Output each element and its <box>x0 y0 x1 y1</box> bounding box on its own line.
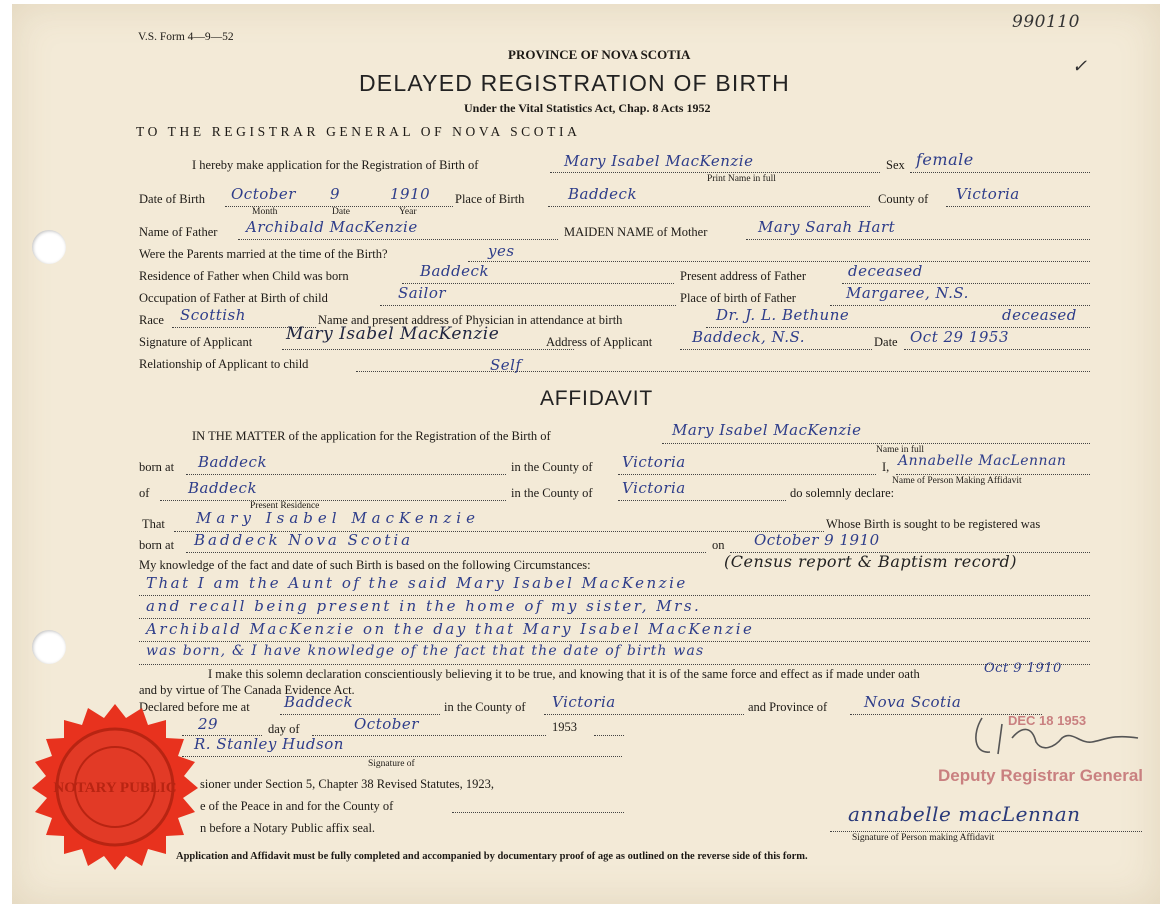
circumstance-3: Archibald MacKenzie on the day that Mary Isabel MacKenzie <box>146 620 755 638</box>
deponent-line <box>896 474 1090 475</box>
circumstance-4: was born, & I have knowledge of the fact that the date of birth was <box>146 643 705 659</box>
signature-of-label: Signature of <box>368 759 415 769</box>
place-line <box>548 206 870 207</box>
place-value: Baddeck <box>568 185 638 203</box>
dob-month-value: October <box>231 185 296 203</box>
matter-label: IN THE MATTER of the application for the Registration of the Birth of <box>192 429 551 443</box>
solemnly-label: do solemnly declare: <box>790 486 895 500</box>
born-at2-label: born at <box>139 538 175 552</box>
residence-county-line <box>618 500 786 501</box>
punch-hole <box>32 630 66 664</box>
of-label: of <box>139 486 150 500</box>
present-father-value: deceased <box>848 262 923 280</box>
form-sheet <box>12 4 1160 904</box>
physician-value: Dr. J. L. Bethune <box>716 306 850 324</box>
solemn-declaration-1: I make this solemn declaration conscientiously believing it to be true, and knowing that it is of the same force and effect as if made under oath <box>208 667 920 681</box>
year-line <box>594 735 624 736</box>
circumstance-line <box>139 595 1090 596</box>
declared-county-label: in the County of <box>444 700 526 714</box>
child-name-line <box>550 172 880 173</box>
applicant-address-line <box>680 349 872 350</box>
mother-label: MAIDEN NAME of Mother <box>564 225 708 239</box>
notary-seal <box>20 702 210 892</box>
sex-value: female <box>916 150 974 169</box>
married-line <box>468 261 1090 262</box>
applicant-address-label: Address of Applicant <box>546 335 653 349</box>
corner-number: 990110 <box>1012 12 1080 32</box>
corner-tick: ✓ <box>1072 56 1088 77</box>
born-at2-value: Baddeck Nova Scotia <box>194 531 414 549</box>
commissioner-line <box>182 756 622 757</box>
relationship-value: Self <box>490 356 522 374</box>
deponent-hint: Name of Person Making Affidavit <box>892 476 1022 486</box>
child-name-value: Mary Isabel MacKenzie <box>564 152 754 170</box>
father-birthplace-label: Place of birth of Father <box>680 291 796 305</box>
date-hint: Date <box>332 207 350 217</box>
that-name-value: Mary Isabel MacKenzie <box>196 509 480 527</box>
peace-clause: e of the Peace in and for the County of <box>200 799 394 813</box>
mother-value: Mary Sarah Hart <box>758 218 896 236</box>
matter-name-hint: Name in full <box>876 445 925 455</box>
physician-status-value: deceased <box>1002 306 1077 324</box>
registrar-signature-mark <box>962 704 1142 764</box>
month-value: October <box>354 715 419 733</box>
form-title: DELAYED REGISTRATION OF BIRTH <box>359 70 790 96</box>
county-value: Victoria <box>956 185 1020 203</box>
mother-line <box>746 239 1090 240</box>
circumstance-line <box>139 664 1090 665</box>
physician-label: Name and present address of Physician in attendance at birth <box>318 313 623 327</box>
province-heading: PROVINCE OF NOVA SCOTIA <box>508 47 691 62</box>
relationship-line <box>356 371 1090 372</box>
born-at-label: born at <box>139 460 175 474</box>
residence-county-value: Victoria <box>622 479 686 497</box>
circumstance-1: That I am the Aunt of the said Mary Isabel MacKenzie <box>146 574 688 592</box>
race-label: Race <box>139 313 164 327</box>
dob-label: Date of Birth <box>139 192 205 206</box>
footer-note: Application and Affidavit must be fully completed and accompanied by documentary proof of age as outlined on the reverse side of this form. <box>176 851 808 862</box>
sex-line <box>910 172 1090 173</box>
occupation-label: Occupation of Father at Birth of child <box>139 291 328 305</box>
married-value: yes <box>488 242 515 260</box>
solemn-declaration-2: and by virtue of The Canada Evidence Act. <box>139 683 355 697</box>
matter-line <box>662 443 1090 444</box>
day-of-label: day of <box>268 722 300 736</box>
county-line <box>946 206 1090 207</box>
father-value: Archibald MacKenzie <box>246 218 418 236</box>
peace-county-line <box>452 812 624 813</box>
affidavit-heading: AFFIDAVIT <box>540 387 653 410</box>
deponent-signature: annabelle macLennan <box>848 802 1081 826</box>
child-name-hint: Print Name in full <box>707 174 776 184</box>
declared-province-label: and Province of <box>748 700 828 714</box>
deponent-signature-label: Signature of Person making Affidavit <box>852 833 995 843</box>
on-label: on <box>712 538 725 552</box>
circumstance-line <box>139 618 1090 619</box>
year-value: 1953 <box>552 720 577 734</box>
whose-birth-label: Whose Birth is sought to be registered was <box>826 517 1041 531</box>
born-at-line <box>186 474 506 475</box>
on-value: October 9 1910 <box>754 531 880 549</box>
county-label: County of <box>878 192 929 206</box>
declared-label: Declared before me at <box>139 700 250 714</box>
that-label: That <box>142 517 165 531</box>
circumstance-2: and recall being present in the home of my sister, Mrs. <box>146 597 702 615</box>
declared-county-line <box>544 714 744 715</box>
residence-hint: Present Residence <box>250 501 320 511</box>
born-at2-line <box>186 552 706 553</box>
applicant-signature-line <box>282 349 574 350</box>
father-line <box>238 239 558 240</box>
dob-date-value: 9 <box>330 185 341 203</box>
form-id: V.S. Form 4—9—52 <box>138 31 234 43</box>
residence-county-label: in the County of <box>511 486 593 500</box>
residence-line <box>160 500 506 501</box>
application-date-value: Oct 29 1953 <box>910 328 1010 346</box>
matter-name-value: Mary Isabel MacKenzie <box>672 421 862 439</box>
married-label: Were the Parents married at the time of the Birth? <box>139 247 388 261</box>
residence-value: Baddeck <box>188 479 258 497</box>
dob-year-value: 1910 <box>390 185 431 203</box>
deponent-signature-line <box>830 831 1142 832</box>
stamp-registrar-label: Deputy Registrar General <box>938 766 1144 785</box>
declared-province-value: Nova Scotia <box>864 693 962 711</box>
occupation-value: Sailor <box>398 284 447 302</box>
notary-clause: n before a Notary Public affix seal. <box>200 821 376 835</box>
year-hint: Year <box>399 207 417 217</box>
applicant-signature-value: Mary Isabel MacKenzie <box>286 324 500 344</box>
deponent-value: Annabelle MacLennan <box>898 453 1067 469</box>
applicant-signature-label: Signature of Applicant <box>139 335 253 349</box>
declared-county-value: Victoria <box>552 693 616 711</box>
father-label: Name of Father <box>139 225 218 239</box>
applicant-address-value: Baddeck, N.S. <box>692 328 806 346</box>
res-father-value: Baddeck <box>420 262 490 280</box>
father-birthplace-value: Margaree, N.S. <box>846 284 969 302</box>
sex-label: Sex <box>886 158 905 172</box>
present-father-label: Present address of Father <box>680 269 807 283</box>
circumstance-line <box>139 641 1090 642</box>
knowledge-label: My knowledge of the fact and date of such Birth is based on the following Circumstances: <box>139 558 591 572</box>
born-county-label: in the County of <box>511 460 593 474</box>
born-county-line <box>618 474 876 475</box>
commissioner-signature: R. Stanley Hudson <box>194 735 344 753</box>
knowledge-note: (Census report & Baptism record) <box>724 552 1017 571</box>
res-father-label: Residence of Father when Child was born <box>139 269 349 283</box>
month-hint: Month <box>252 207 278 217</box>
place-label: Place of Birth <box>455 192 525 206</box>
circumstance-extra: Oct 9 1910 <box>984 661 1062 676</box>
commissioner-clause: sioner under Section 5, Chapter 38 Revised Statutes, 1923, <box>200 777 495 791</box>
application-date-line <box>904 349 1090 350</box>
declared-at-value: Baddeck <box>284 693 354 711</box>
form-subtitle: Under the Vital Statistics Act, Chap. 8 Acts 1952 <box>464 101 711 115</box>
application-date-label: Date <box>874 335 898 349</box>
deponent-prefix: I, <box>882 460 890 474</box>
punch-hole <box>32 230 66 264</box>
relationship-label: Relationship of Applicant to child <box>139 357 309 371</box>
race-value: Scottish <box>180 306 246 324</box>
occupation-line <box>380 305 676 306</box>
seal-text: NOTARY PUBLIC <box>53 780 177 796</box>
addressee-line: TO THE REGISTRAR GENERAL OF NOVA SCOTIA <box>136 124 581 139</box>
stamp-date: DEC 18 1953 <box>1008 713 1087 728</box>
born-at-value: Baddeck <box>198 453 268 471</box>
born-county-value: Victoria <box>622 453 686 471</box>
day-value: 29 <box>198 715 219 733</box>
month-line <box>312 735 546 736</box>
intro-label: I hereby make application for the Registration of Birth of <box>192 158 479 172</box>
